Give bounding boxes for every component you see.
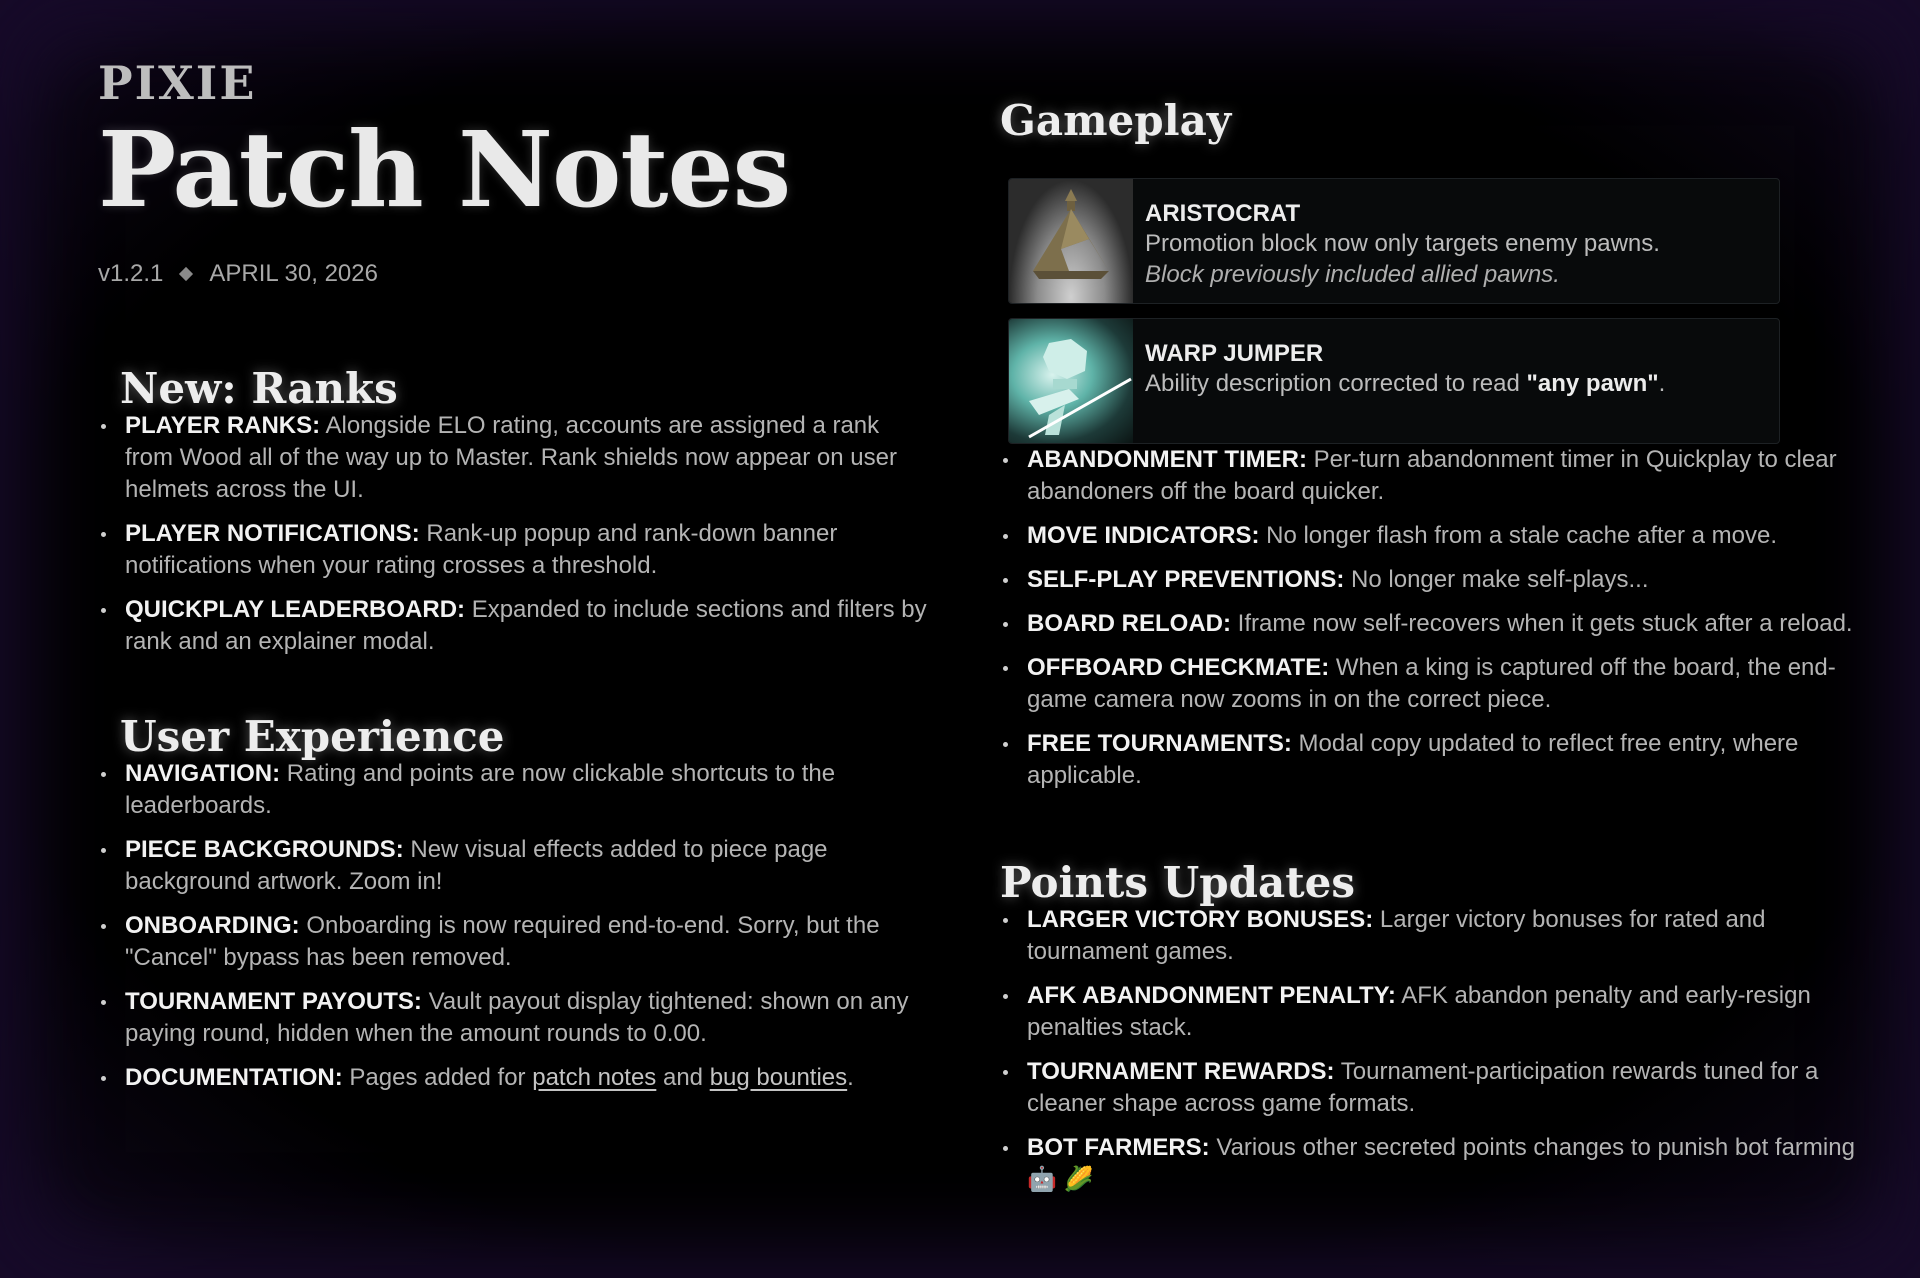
left-column (98, 56, 928, 1106)
list-item (98, 410, 928, 506)
card-text-emphasis: "any pawn" (1526, 370, 1659, 397)
list-item (98, 986, 928, 1050)
section-title-gameplay: Gameplay (1000, 96, 1232, 145)
item-text: and (656, 1064, 710, 1091)
item-text: Various other secreted points changes to punish bot farming 🤖 🌽 (1027, 1134, 1855, 1193)
item-text: Iframe now self-recovers when it gets stuck after a reload. (1231, 610, 1853, 637)
ranks-list (98, 410, 928, 658)
item-label: ONBOARDING: (125, 912, 300, 939)
list-item (1000, 608, 1880, 640)
item-label: BOT FARMERS: (1027, 1134, 1210, 1161)
bug-bounties-link[interactable]: bug bounties (709, 1064, 848, 1091)
list-item-documentation (98, 1062, 928, 1094)
item-label: LARGER VICTORY BONUSES: (1027, 906, 1374, 933)
list-item (1000, 520, 1880, 552)
item-text: . (847, 1064, 854, 1091)
section-title-points-updates: Points Updates (1000, 858, 1355, 907)
list-item (98, 834, 928, 898)
page-title: Patch Notes (98, 108, 791, 231)
list-item (1000, 652, 1880, 716)
item-label: TOURNAMENT REWARDS: (1027, 1058, 1335, 1085)
list-item (1000, 1132, 1880, 1196)
section-title-ranks: New: Ranks (120, 364, 398, 413)
item-label: NAVIGATION: (125, 760, 281, 787)
item-text: When a king is captured off the board, the end-game camera now zooms in on the correct piece. (1027, 654, 1836, 713)
list-item (1000, 1056, 1880, 1120)
item-text: Expanded to include sections and filters by rank and an explainer modal. (125, 596, 927, 655)
card-line: Promotion block now only targets enemy pawns. (1145, 230, 1660, 257)
card-line (1145, 368, 1665, 399)
list-item (1000, 564, 1880, 596)
list-item (98, 910, 928, 974)
item-text: Rank-up popup and rank-down banner notifications when your rating crosses a threshold. (125, 520, 838, 579)
item-text: Rating and points are now clickable shortcuts to the leaderboards. (125, 760, 836, 819)
item-label: QUICKPLAY LEADERBOARD: (125, 596, 466, 623)
card-name: ARISTOCRAT (1145, 200, 1301, 227)
item-text: Onboarding is now required end-to-end. Sorry, but the "Cancel" bypass has been removed. (125, 912, 880, 971)
warp-jumper-piece-icon (1009, 319, 1133, 443)
item-text: New visual effects added to piece page background artwork. Zoom in! (125, 836, 828, 895)
item-label: PLAYER RANKS: (125, 412, 321, 439)
list-item (1000, 728, 1880, 792)
item-label: ABANDONMENT TIMER: (1027, 446, 1307, 473)
item-text: No longer flash from a stale cache after a move. (1259, 522, 1778, 549)
item-label: TOURNAMENT PAYOUTS: (125, 988, 422, 1015)
card-text: . (1658, 370, 1666, 397)
item-label: MOVE INDICATORS: (1027, 522, 1260, 549)
card-line-note: Block previously included allied pawns. (1145, 261, 1560, 288)
item-text: Modal copy updated to reflect free entry, where applicable. (1027, 730, 1799, 789)
list-item (98, 594, 928, 658)
item-label: DOCUMENTATION: (125, 1064, 343, 1091)
brand-logo: PIXIE (98, 56, 257, 110)
piece-card-aristocrat (1008, 178, 1780, 304)
item-text: Vault payout display tightened: shown on any paying round, hidden when the amount rounds to 0.00. (125, 988, 909, 1047)
item-label: FREE TOURNAMENTS: (1027, 730, 1292, 757)
patch-notes-link[interactable]: patch notes (532, 1064, 657, 1091)
item-text: Per-turn abandonment timer in Quickplay to clear abandoners off the board quicker. (1027, 446, 1837, 505)
release-date: APRIL 30, 2026 (209, 260, 378, 287)
list-item (1000, 980, 1880, 1044)
item-label: AFK ABANDONMENT PENALTY: (1027, 982, 1396, 1009)
item-label: BOARD RELOAD: (1027, 610, 1231, 637)
points-list (1000, 904, 1880, 1196)
item-text: Tournament-participation rewards tuned for a cleaner shape across game formats. (1027, 1058, 1819, 1117)
list-item (98, 758, 928, 822)
item-text: Larger victory bonuses for rated and tournament games. (1027, 906, 1766, 965)
item-label: PIECE BACKGROUNDS: (125, 836, 404, 863)
item-text: No longer make self-plays... (1344, 566, 1649, 593)
piece-card-warp-jumper (1008, 318, 1780, 444)
list-item (98, 518, 928, 582)
list-item (1000, 904, 1880, 968)
list-item (1000, 444, 1880, 508)
ux-list (98, 758, 928, 1094)
item-label: PLAYER NOTIFICATIONS: (125, 520, 420, 547)
item-text: Pages added for (342, 1064, 533, 1091)
diamond-icon (179, 267, 193, 281)
item-label: SELF-PLAY PREVENTIONS: (1027, 566, 1345, 593)
card-text: Ability description corrected to read (1145, 370, 1527, 397)
release-meta (98, 260, 928, 288)
gameplay-list (1000, 444, 1880, 792)
version-label: v1.2.1 (98, 260, 164, 287)
item-label: OFFBOARD CHECKMATE: (1027, 654, 1330, 681)
right-column (1000, 96, 1880, 1208)
section-title-user-experience: User Experience (120, 712, 505, 761)
aristocrat-piece-icon (1009, 179, 1133, 303)
card-body (1133, 179, 1672, 303)
card-name: WARP JUMPER (1145, 340, 1324, 367)
item-text: AFK abandon penalty and early-resign penalties stack. (1027, 982, 1811, 1041)
card-body (1133, 319, 1677, 443)
item-text: Alongside ELO rating, accounts are assigned a rank from Wood all of the way up to Master. Rank shields now appear on user helmets across the UI. (125, 412, 897, 503)
